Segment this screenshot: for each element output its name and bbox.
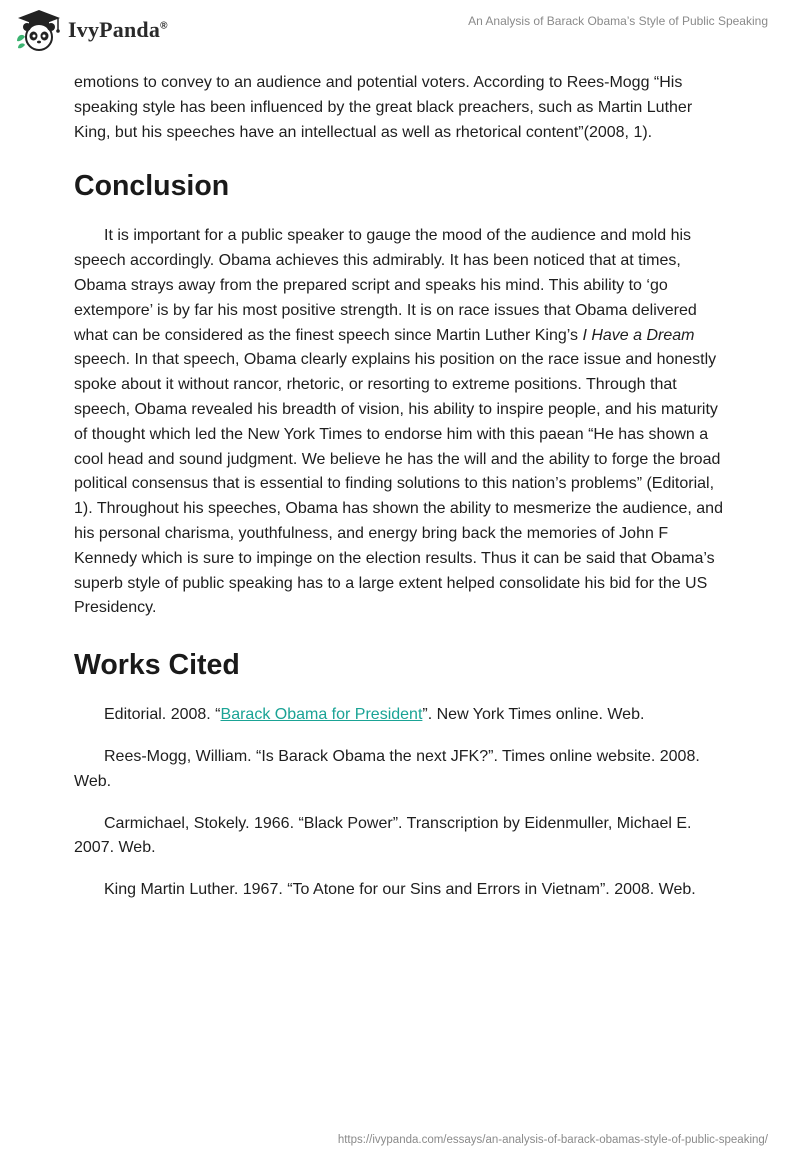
ivypanda-logo[interactable]: [14, 8, 168, 52]
panda-graduate-icon: [14, 8, 64, 52]
works-cited-heading: Works Cited: [74, 649, 240, 682]
document-title-header: An Analysis of Barack Obama’s Style of Public Speaking: [468, 14, 768, 28]
conclusion-heading: Conclusion: [74, 170, 230, 203]
conclusion-paragraph: It is important for a public speaker to gauge the mood of the audience and mold his speech accordingly. Obama achieves this admirably. It has been noticed that at times, Obama strays away from the prepared script and speaks his mind. This ability to ‘go extempore’ is by far his most positive strength. It is on race issues that Obama delivered what can be considered as the finest speech since Martin Luther King’s I Have a Dream speech. In that speech, Obama clearly explains his position on the race issue and honestly spoke about it without rancor, rhetoric, or resorting to extreme positions. Through that speech, Obama revealed his breadth of vision, his ability to inspire people, and his maturity of thought which led the New York Times to endorse him with this paean “He has shown a cool head and sound judgment. We believe he has the will and the ability to forge the broad political consensus that is essential to finding solutions to this nation’s problems” (Editorial, 1). Throughout his speeches, Obama has shown the ability to mesmerize the audience, and his personal charisma, youthfulness, and energy bring back the memories of John F Kennedy which is sure to impinge on the election results. Thus it can be said that Obama’s superb style of public speaking has to a large extent helped consolidate his bid for the US Presidency.: [74, 227, 723, 617]
brand-name: IvyPanda®: [68, 17, 168, 42]
citation-entry: Editorial. 2008. “Barack Obama for President”. New York Times online. Web.: [104, 706, 645, 724]
intro-paragraph: emotions to convey to an audience and potential voters. According to Rees-Mogg “His speaking style has been influenced by the great black preachers, such as Martin Luther King, but his speeches have an intellectual as well as rhetorical content”(2008, 1).: [74, 74, 693, 141]
citation-entry: Rees-Mogg, William. “Is Barack Obama the next JFK?”. Times online website. 2008. Web.: [74, 747, 700, 790]
citation-entry: King Martin Luther. 1967. “To Atone for our Sins and Errors in Vietnam”. 2008. Web.: [104, 881, 696, 899]
speech-title-italic: I Have a Dream: [582, 326, 695, 344]
source-url[interactable]: https://ivypanda.com/essays/an-analysis-of-barack-obamas-style-of-public-speaking/: [337, 1134, 768, 1146]
essay-content: [74, 71, 724, 920]
barack-obama-for-president-link[interactable]: Barack Obama for President: [220, 706, 423, 724]
citation-entry: Carmichael, Stokely. 1966. “Black Power”. Transcription by Eidenmuller, Michael E. 2007. Web.: [74, 814, 692, 857]
